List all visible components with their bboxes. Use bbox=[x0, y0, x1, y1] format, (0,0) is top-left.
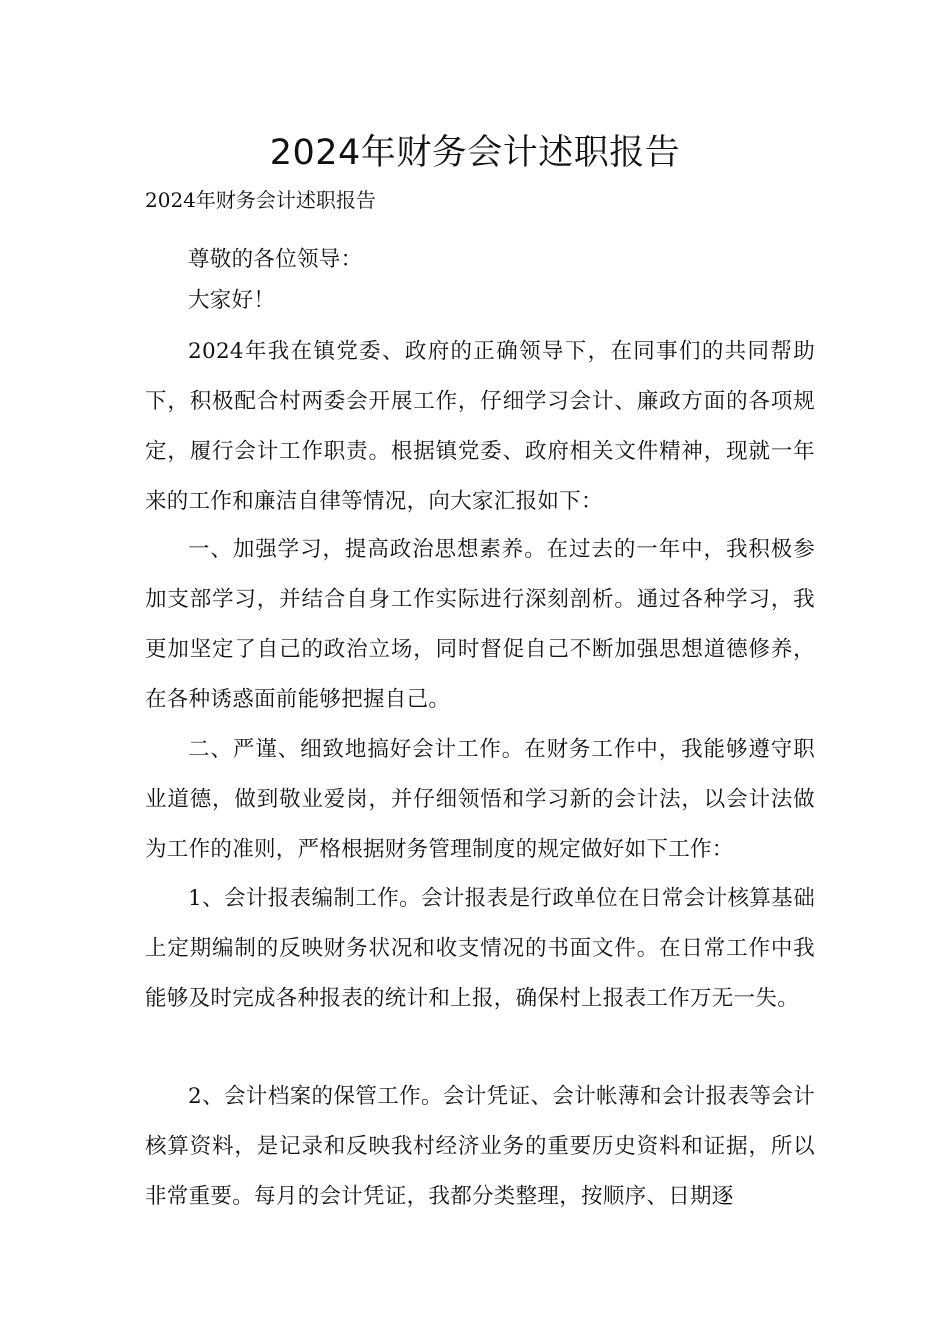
salutation: 尊敬的各位领导： bbox=[188, 247, 363, 272]
body-paragraph: 1、会计报表编制工作。会计报表是行政单位在日常会计核算基础上定期编制的反映财务状况和收支情况的书面文件。在日常工作中我能够及时完成各种报表的统计和上报，确保村上报表工作万无一失。 bbox=[145, 886, 815, 1011]
document-title: 2024年财务会计述职报告 bbox=[269, 133, 681, 173]
body-paragraph: 2024年我在镇党委、政府的正确领导下，在同事们的共同帮助下，积极配合村两委会开展工作，仔细学习会计、廉政方面的各项规定，履行会计工作职责。根据镇党委、政府相关文件精神，现就一年来的工作和廉洁自律等情况，向大家汇报如下： bbox=[145, 339, 815, 514]
document-subtitle: 2024年财务会计述职报告 bbox=[145, 188, 376, 212]
greeting: 大家好！ bbox=[188, 288, 276, 313]
body-paragraph: 一、加强学习，提高政治思想素养。在过去的一年中，我积极参加支部学习，并结合自身工作实际进行深刻剖析。通过各种学习，我更加坚定了自己的政治立场，同时督促自己不断加强思想道德修养，在各种诱惑面前能够把握自己。 bbox=[145, 537, 815, 712]
body-paragraph: 2、会计档案的保管工作。会计凭证、会计帐薄和会计报表等会计核算资料，是记录和反映我村经济业务的重要历史资料和证据，所以非常重要。每月的会计凭证，我都分类整理，按顺序、日期逐 bbox=[145, 1084, 815, 1209]
body-paragraph: 二、严谨、细致地搞好会计工作。在财务工作中，我能够遵守职业道德，做到敬业爱岗，并仔细领悟和学习新的会计法，以会计法做为工作的准则，严格根据财务管理制度的规定做好如下工作： bbox=[145, 737, 815, 862]
